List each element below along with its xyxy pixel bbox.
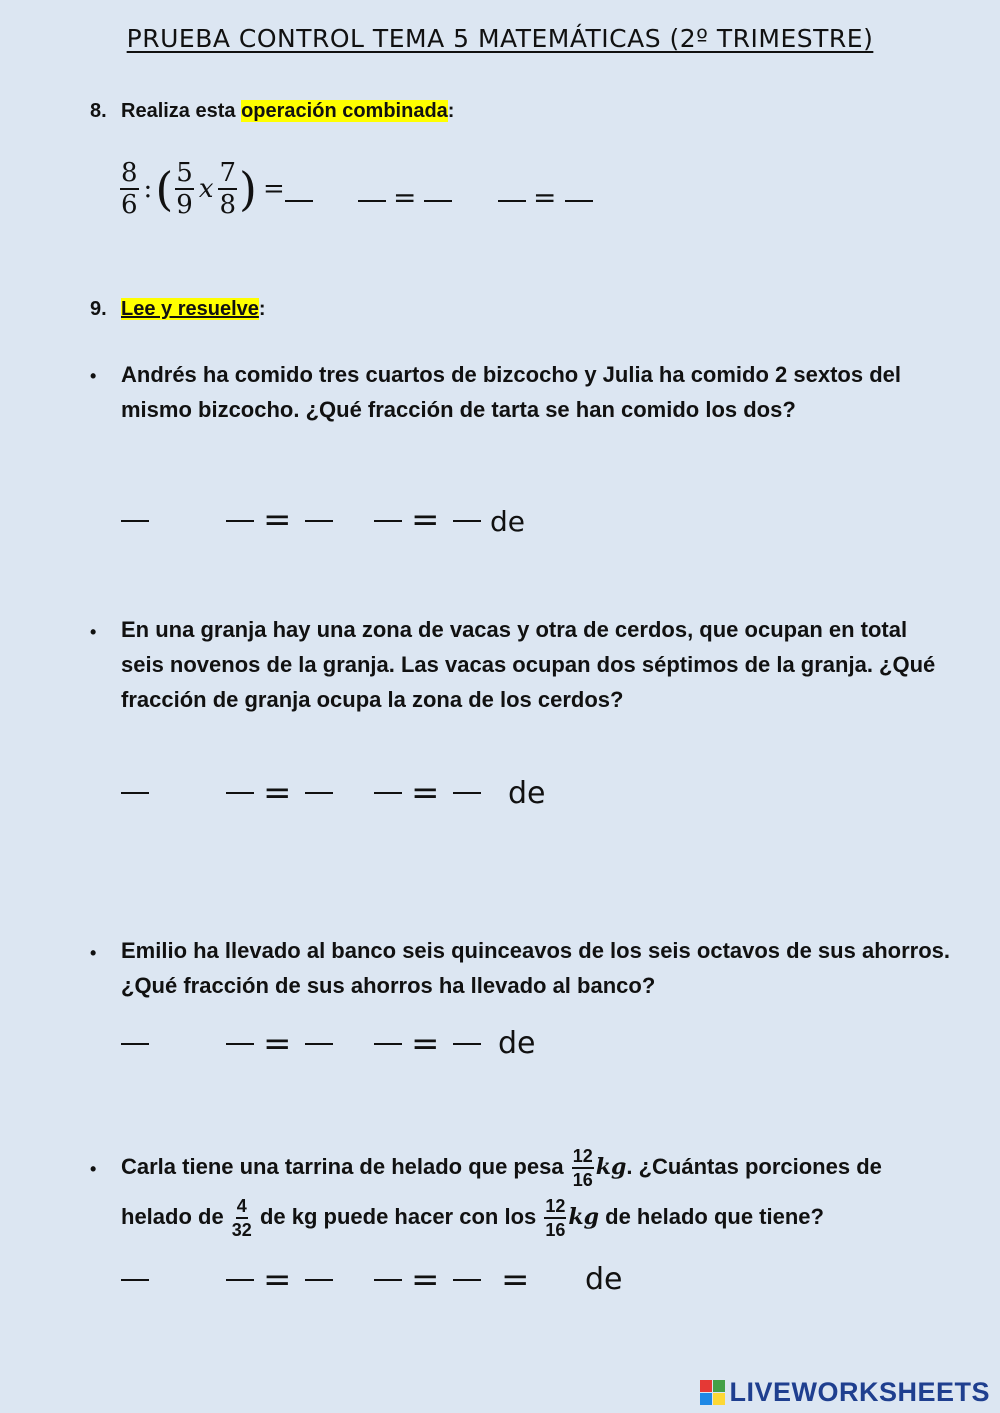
liveworksheets-logo (700, 1377, 990, 1408)
problem-4-line-1 (121, 1142, 951, 1192)
numerator: 12 (544, 1197, 566, 1219)
text: helado de (121, 1204, 230, 1229)
fraction-4-32 (232, 1197, 252, 1239)
answer-fraction-blank[interactable] (121, 520, 149, 522)
text: Carla tiene una tarrina de helado que pesa (121, 1154, 570, 1179)
question-8-heading (0, 100, 1000, 126)
unit-kg: kg (595, 1154, 627, 1180)
answer-fraction-blank[interactable] (121, 1279, 149, 1281)
open-parenthesis: ( (155, 162, 174, 216)
answer-fraction-blank[interactable] (226, 1043, 254, 1045)
numerator: 12 (572, 1147, 594, 1169)
text: de helado que tiene? (599, 1204, 824, 1229)
answer-fraction-blank[interactable] (453, 520, 481, 522)
answer-fraction-blank[interactable] (305, 1279, 333, 1281)
answer-fraction-blank[interactable] (453, 792, 481, 794)
answer-fraction-blank[interactable] (305, 1043, 333, 1045)
close-parenthesis: ) (239, 162, 257, 216)
answer-unit-label: de (498, 1026, 536, 1061)
answer-fraction-blank[interactable] (226, 792, 254, 794)
equals-sign: = (411, 1024, 440, 1064)
equals-sign: = (411, 1260, 440, 1300)
denominator: 16 (572, 1170, 593, 1191)
question-9-instruction (121, 298, 266, 321)
answer-fraction-blank[interactable] (226, 1279, 254, 1281)
highlighted-instruction: operación combinada (241, 100, 448, 122)
instruction-colon: : (258, 298, 266, 320)
answer-fraction-blank[interactable] (285, 200, 313, 202)
numerator: 4 (236, 1197, 248, 1219)
question-9-number: 9. (90, 298, 107, 320)
logo-icon (700, 1380, 725, 1405)
answer-fraction-blank[interactable] (305, 520, 333, 522)
bullet-icon: • (90, 943, 97, 963)
question-9-heading (0, 298, 1000, 324)
instruction-text: Realiza esta (121, 100, 242, 122)
answer-fraction-blank[interactable] (453, 1043, 481, 1045)
problem-4-line-2 (121, 1192, 951, 1242)
equals-sign: = (262, 174, 285, 204)
fraction-12-16 (572, 1147, 594, 1189)
answer-fraction-blank[interactable] (121, 1043, 149, 1045)
numerator: 7 (219, 158, 237, 188)
answer-fraction-blank[interactable] (374, 792, 402, 794)
division-sign: : (143, 174, 153, 204)
answer-fraction-blank[interactable] (565, 200, 593, 202)
text: . ¿Cuántas porciones de (626, 1154, 882, 1179)
logo-text: LIVEWORKSHEETS (729, 1377, 990, 1407)
problem-3-text: Emilio ha llevado al banco seis quinceavos de los seis octavos de sus ahorros. ¿Qué fracción de sus ahorros ha llevado al banco? (121, 938, 950, 998)
equals-sign: = (263, 773, 292, 813)
fraction-5-9 (175, 160, 194, 218)
highlighted-instruction: Lee y resuelve (121, 298, 259, 320)
problem-4-text (121, 1142, 951, 1242)
fraction-12-16 (544, 1197, 566, 1239)
problem-2-text: En una granja hay una zona de vacas y otra de cerdos, que ocupan en total seis novenos de la granja. Las vacas ocupan dos séptimos de la granja. ¿Qué fracción de granja ocupa la zona de los cerdos? (121, 617, 936, 712)
bullet-icon: • (90, 1159, 97, 1179)
answer-fraction-blank[interactable] (226, 520, 254, 522)
denominator: 6 (121, 190, 138, 220)
instruction-colon: : (447, 100, 455, 122)
denominator: 16 (545, 1220, 566, 1241)
times-sign: x (198, 174, 214, 204)
numerator: 5 (176, 158, 193, 188)
denominator: 32 (231, 1220, 252, 1241)
page-title: PRUEBA CONTROL TEMA 5 MATEMÁTICAS (2º TRIMESTRE) (126, 24, 874, 53)
question-8-instruction (121, 100, 454, 123)
numerator: 8 (121, 158, 138, 188)
denominator: 9 (176, 190, 193, 220)
answer-unit-label: de (585, 1262, 623, 1297)
answer-fraction-blank[interactable] (424, 200, 452, 202)
answer-fraction-blank[interactable] (453, 1279, 481, 1281)
denominator: 8 (219, 190, 237, 220)
equals-sign: = (263, 1260, 292, 1300)
answer-unit-label: de (490, 505, 525, 538)
equals-sign: = (263, 500, 292, 540)
combined-operation-expression (118, 160, 285, 218)
answer-fraction-blank[interactable] (374, 520, 402, 522)
question-8-number: 8. (90, 100, 107, 122)
answer-fraction-blank[interactable] (498, 200, 526, 202)
answer-fraction-blank[interactable] (374, 1279, 402, 1281)
answer-fraction-blank[interactable] (121, 792, 149, 794)
answer-fraction-blank[interactable] (374, 1043, 402, 1045)
equals-sign: = (411, 500, 440, 540)
equals-sign: = (411, 773, 440, 813)
text: de kg puede hacer con los (253, 1204, 543, 1229)
answer-fraction-blank[interactable] (358, 200, 386, 202)
fraction-8-6 (120, 160, 139, 218)
unit-kg: kg (568, 1204, 600, 1230)
bullet-icon: • (90, 622, 97, 642)
equals-sign: = (263, 1024, 292, 1064)
answer-unit-label: de (508, 776, 546, 811)
fraction-7-8 (218, 160, 237, 218)
answer-fraction-blank[interactable] (305, 792, 333, 794)
equals-sign: = (533, 181, 557, 214)
equals-sign: = (393, 181, 417, 214)
equals-sign: = (501, 1260, 530, 1300)
problem-1-text: Andrés ha comido tres cuartos de bizcocho y Julia ha comido 2 sextos del mismo bizcocho. ¿Qué fracción de tarta se han comido los dos? (121, 362, 901, 422)
bullet-icon: • (90, 366, 97, 386)
